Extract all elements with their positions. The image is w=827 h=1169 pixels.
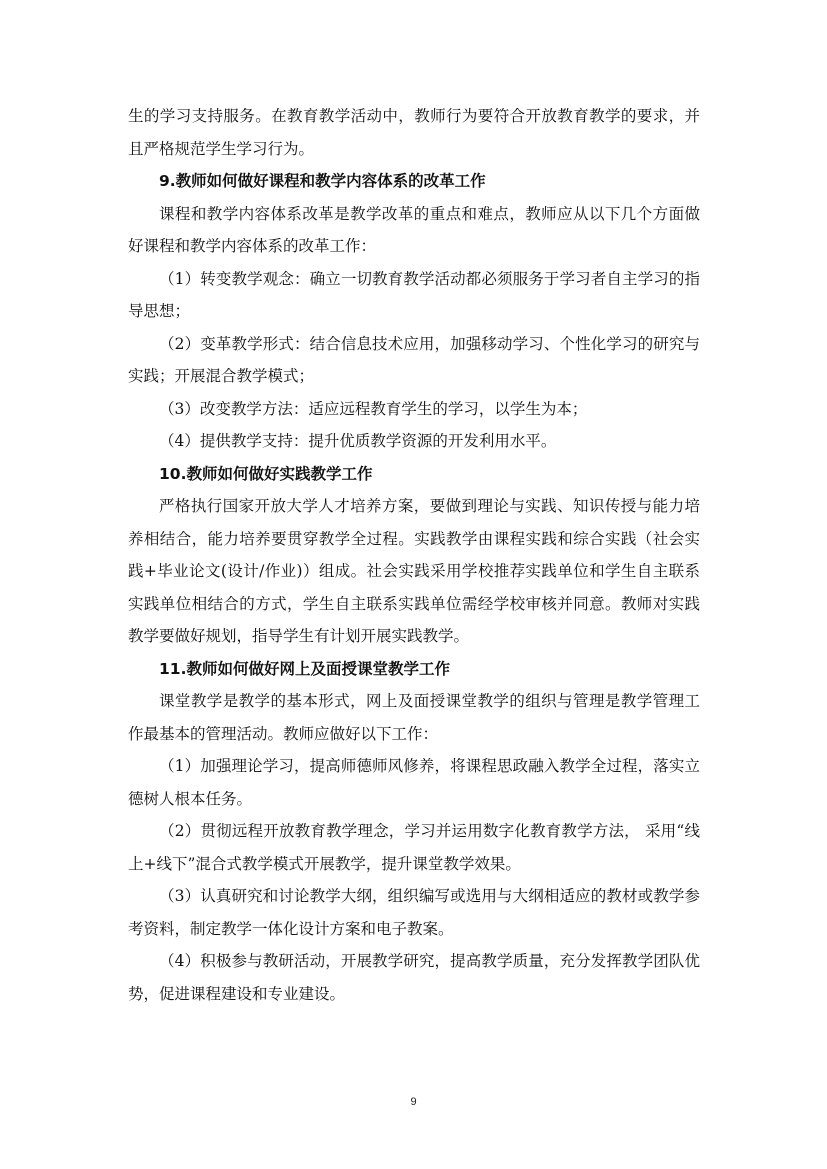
paragraph-continuation: 生的学习支持服务。在教育教学活动中，教师行为要符合开放教育教学的要求，并且严格规范学生学习行为。: [128, 107, 700, 158]
page-body: [128, 100, 700, 1010]
page-number: 9: [410, 1096, 417, 1108]
list-item: （1）转变教学观念：确立一切教育教学活动都必须服务于学习者自主学习的指导思想；: [128, 269, 700, 320]
list-item: （2）贯彻远程开放教育教学理念，学习并运用数字化教育教学方法， 采用“线上+线下”混合式教学模式开展教学，提升课堂教学效果。: [128, 822, 700, 873]
list-item: （2）变革教学形式：结合信息技术应用，加强移动学习、个性化学习的研究与实践；开展混合教学模式；: [128, 334, 700, 385]
list-item: （1）加强理论学习，提高师德师风修养，将课程思政融入教学全过程，落实立德树人根本任务。: [128, 757, 700, 808]
paragraph: 严格执行国家开放大学人才培养方案，要做到理论与实践、知识传授与能力培养相结合，能力培养要贯穿教学全过程。实践教学由课程实践和综合实践（社会实践+毕业论文(设计/作业)）组成。社会实践采用学校推荐实践单位和学生自主联系实践单位相结合的方式，学生自主联系实践单位需经学校审核并同意。教师对实践教学要做好规划，指导学生有计划开展实践教学。: [128, 497, 700, 645]
paragraph: 课程和教学内容体系改革是教学改革的重点和难点，教师应从以下几个方面做好课程和教学内容体系的改革工作：: [128, 204, 700, 255]
list-item: （3）改变教学方法：适应远程教育学生的学习，以学生为本；: [159, 399, 588, 418]
list-item: （4）提供教学支持：提升优质教学资源的开发利用水平。: [159, 432, 557, 450]
paragraph: 课堂教学是教学的基本形式，网上及面授课堂教学的组织与管理是教学管理工作最基本的管理活动。教师应做好以下工作：: [128, 692, 700, 743]
section-heading-9: 9.教师如何做好课程和教学内容体系的改革工作: [159, 172, 486, 190]
section-heading-10: 10.教师如何做好实践教学工作: [159, 464, 373, 483]
list-item: （3）认真研究和讨论教学大纲，组织编写或选用与大纲相适应的教材或教学参考资料，制定教学一体化设计方案和电子教案。: [128, 887, 700, 938]
list-item: （4）积极参与教研活动，开展教学研究，提高教学质量，充分发挥教学团队优势，促进课程建设和专业建设。: [128, 952, 700, 1003]
section-heading-11: 11.教师如何做好网上及面授课堂教学工作: [159, 659, 450, 678]
